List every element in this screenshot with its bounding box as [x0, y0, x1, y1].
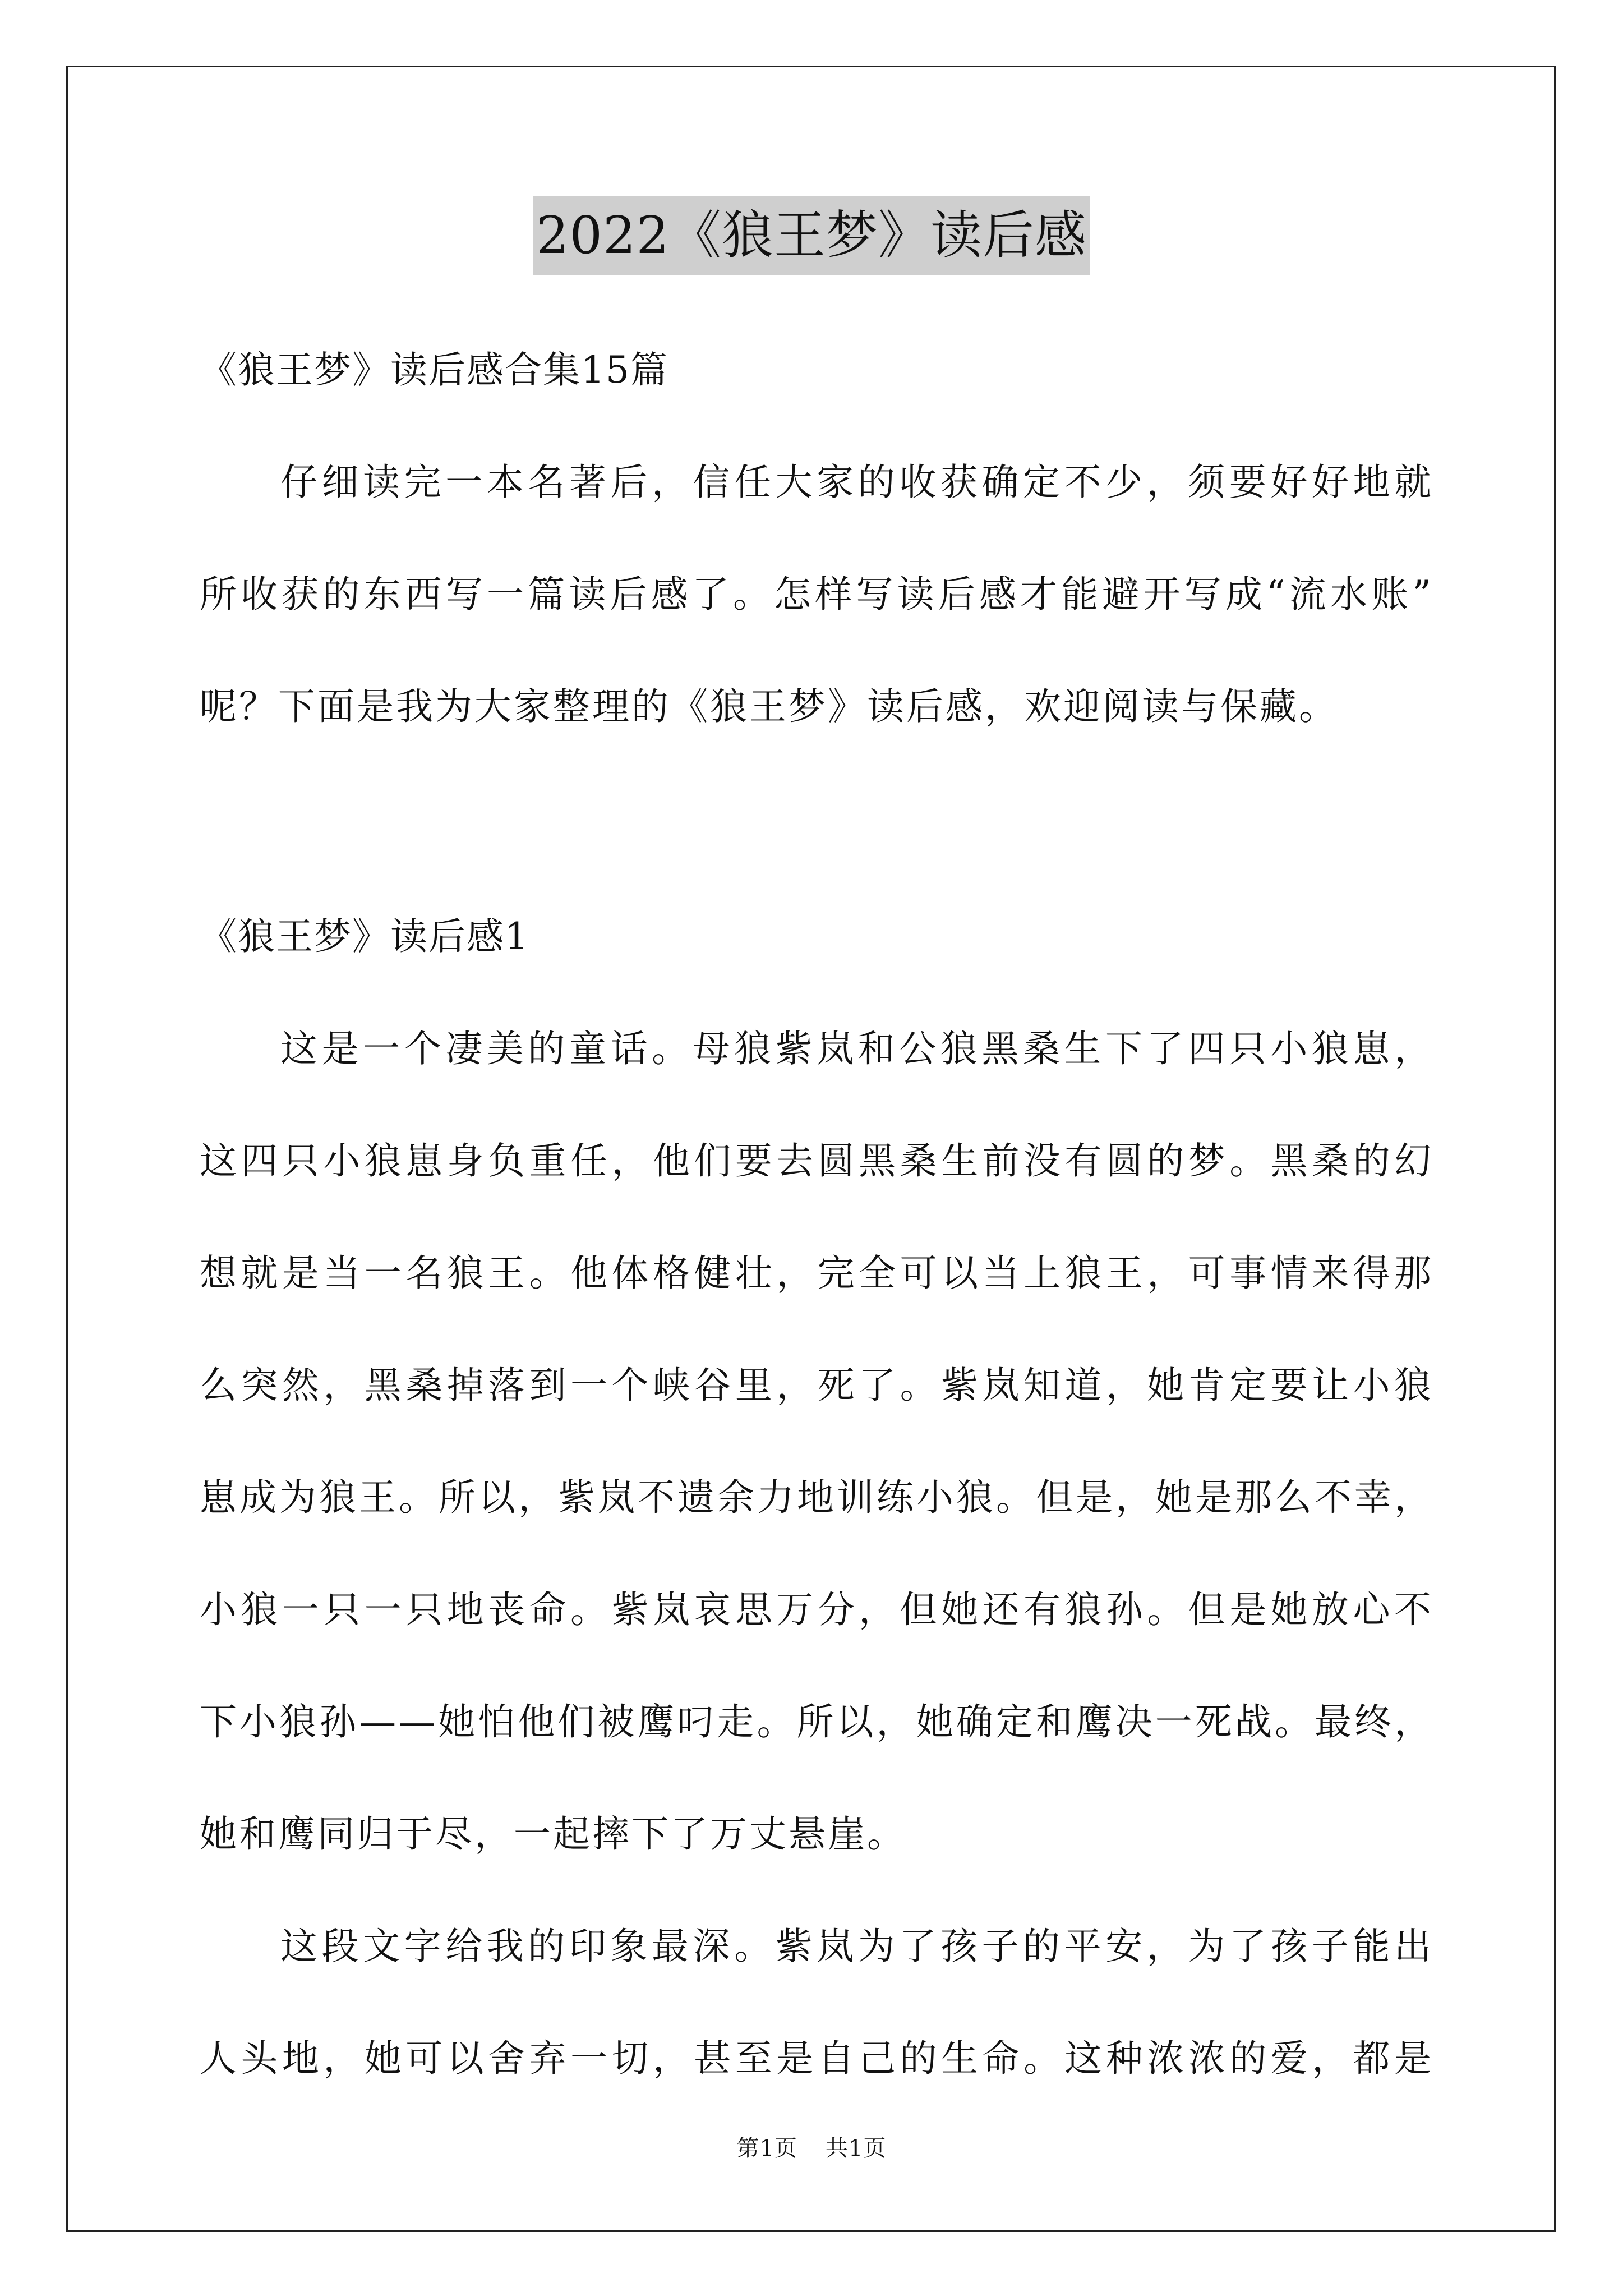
page-number: 第1页 — [736, 2136, 797, 2161]
paragraph1-line-7: 下小狼孙——她怕他们被鹰叼走。所以，她确定和鹰决一死战。最终， — [200, 1700, 1433, 1743]
section-gap — [200, 763, 1433, 881]
paragraph1-line-5: 崽成为狼王。所以，紫岚不遗余力地训练小狼。但是，她是那么不幸， — [200, 1476, 1433, 1519]
intro-line-3: 呢？下面是我为大家整理的《狼王梦》读后感，欢迎阅读与保藏。 — [200, 685, 1338, 728]
page-total: 共1页 — [826, 2136, 887, 2161]
paragraph1-line-4: 么突然，黑桑掉落到一个峡谷里，死了。紫岚知道，她肯定要让小狼 — [200, 1364, 1433, 1407]
intro-line-1: 仔细读完一本名著后，信任大家的收获确定不少，须要好好地就 — [280, 461, 1433, 504]
page-footer — [0, 2132, 1623, 2165]
paragraph1-line-1: 这是一个凄美的童话。母狼紫岚和公狼黑桑生下了四只小狼崽， — [280, 1027, 1433, 1070]
paragraph1-line-2: 这四只小狼崽身负重任，他们要去圆黑桑生前没有圆的梦。黑桑的幻 — [200, 1139, 1433, 1182]
paragraph2-line-2: 人头地，她可以舍弃一切，甚至是自己的生命。这种浓浓的爱，都是 — [200, 2037, 1433, 2080]
paragraph1-line-6: 小狼一只一只地丧命。紫岚哀思万分，但她还有狼孙。但是她放心不 — [200, 1588, 1433, 1631]
section-heading: 《狼王梦》读后感1 — [200, 915, 529, 958]
document-title: 2022《狼王梦》读后感 — [533, 196, 1090, 275]
paragraph2-line-1: 这段文字给我的印象最深。紫岚为了孩子的平安，为了孩子能出 — [280, 1925, 1433, 1968]
title-wrap — [0, 196, 1623, 275]
paragraph1-line-3: 想就是当一名狼王。他体格健壮，完全可以当上狼王，可事情来得那 — [200, 1251, 1433, 1295]
intro-line-2: 所收获的东西写一篇读后感了。怎样写读后感才能避开写成“流水账” — [200, 573, 1433, 616]
subtitle: 《狼王梦》读后感合集15篇 — [200, 348, 668, 392]
paragraph1-line-8: 她和鹰同归于尽，一起摔下了万丈悬崖。 — [200, 1812, 906, 1856]
document-body — [200, 314, 1433, 2115]
